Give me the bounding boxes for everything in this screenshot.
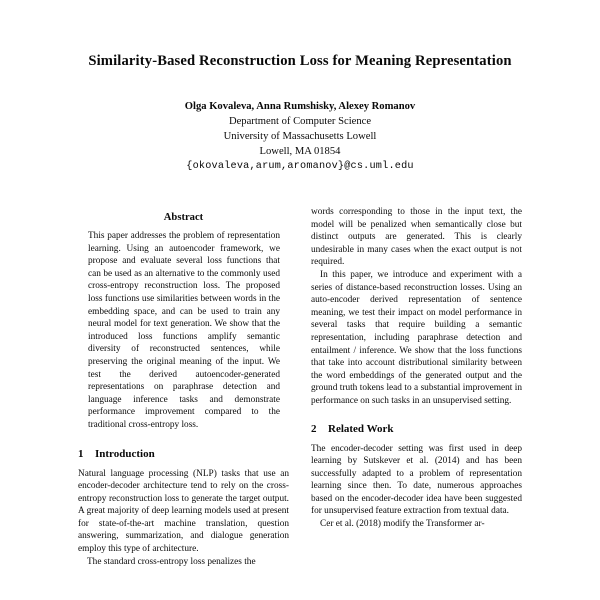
paragraph: In this paper, we introduce and experiment with a series of distance-based reconstruction losses. Using an auto-encoder derived representation of sentence meaning, we test their impact on model performance in several tasks that require building a semantic representation, including paraphrase detection and entailment / inference. We show that the loss functions that take into account distributional similarity between the word embeddings of the generated output and the ground truth tokens lead to a substantial improvement in performance on such tasks in an unsupervised setting. <box>311 269 522 406</box>
right-column <box>311 206 522 600</box>
section-heading-related-work <box>311 423 522 435</box>
paragraph: Natural language processing (NLP) tasks that use an encoder-decoder architecture tend to rely on the cross-entropy reconstruction loss to generate the target output. A great majority of deep learning models used at present for state-of-the-art machine translation, question answering, summarization, and dialogue generation employ this type of architecture. <box>78 468 289 555</box>
section-title: Related Work <box>328 422 394 435</box>
title-block <box>0 0 600 175</box>
paragraph: The standard cross-entropy loss penalizes the <box>87 556 256 567</box>
paragraph: Cer et al. (2018) modify the Transformer ar- <box>320 519 485 530</box>
page-title: Similarity-Based Reconstruction Loss for Meaning Representation <box>88 53 512 69</box>
affiliation-city: Lowell, MA 01854 <box>259 146 341 158</box>
abstract-body <box>78 230 289 432</box>
section-number: 1 <box>78 447 84 460</box>
body-columns <box>0 206 600 600</box>
paragraph: words corresponding to those in the input text, the model will be penalized when semantically close but distinct outputs are generated. This is clearly undesirable in many cases when the exact output is not required. <box>311 207 522 268</box>
paragraph: The encoder-decoder setting was first used in deep learning by Sutskever et al. (2014) and has been successfully adapted to a problem of representation learning since then. To date, numerous approaches based on the encoder-decoder idea have been suggested for unsupervised feature extraction from textual data. <box>311 443 522 517</box>
abstract-heading: Abstract <box>163 212 204 223</box>
section-number: 2 <box>311 422 317 435</box>
affiliation-department: Department of Computer Science <box>228 116 372 128</box>
section-title: Introduction <box>95 447 155 460</box>
affiliation-university: University of Massachusetts Lowell <box>223 131 377 143</box>
author-list: Olga Kovaleva, Anna Rumshisky, Alexey Romanov <box>184 101 416 113</box>
left-column <box>78 206 289 600</box>
abstract-paragraph: This paper addresses the problem of representation learning. Using an autoencoder framework, we propose and evaluate several loss functions that can be used as an alternative to the commonly used cross-entropy reconstruction loss. The proposed loss functions use similarities between words in the embedding space, and can be used to train any neural model for text generation. We show that the introduced loss functions amplify semantic diversity of reconstructed sentences, while preserving the original meaning of the input. We test the derived autoencoder-generated representations on paraphrase detection and language inference tasks and demonstrate performance improvement compared to the traditional cross-entropy loss. <box>88 231 280 430</box>
section-heading-introduction <box>78 448 289 460</box>
author-email: {okovaleva,arum,aromanov}@cs.uml.edu <box>186 161 414 173</box>
